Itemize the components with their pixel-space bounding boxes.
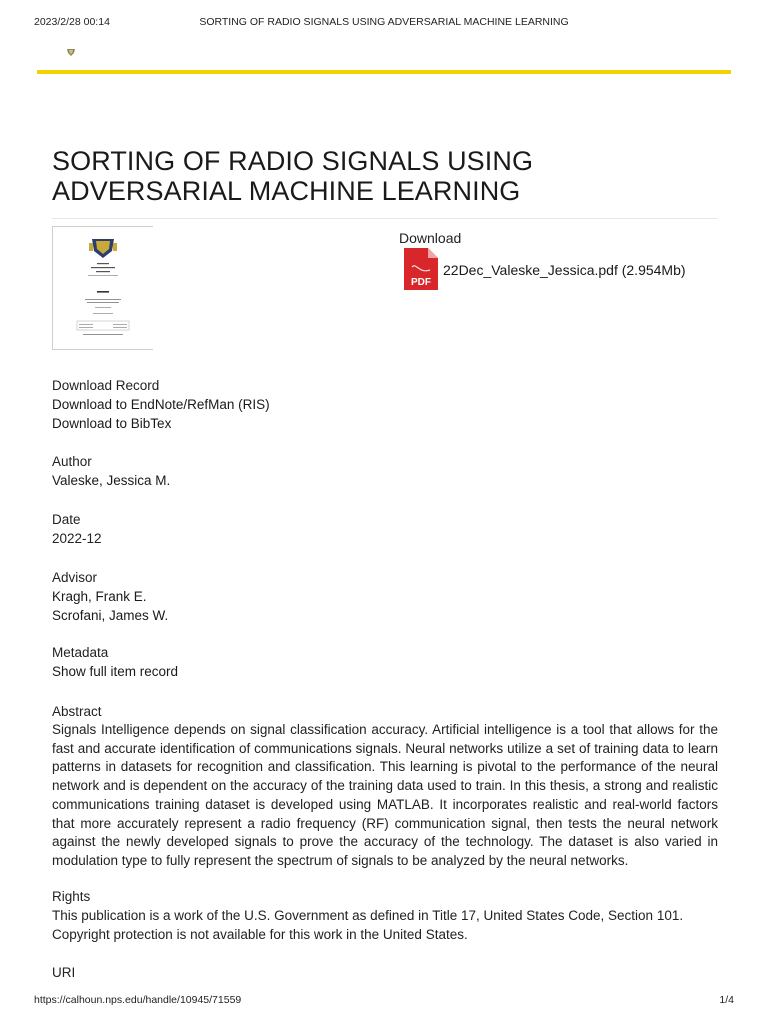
download-record-label: Download Record (52, 378, 160, 393)
abstract-label: Abstract (52, 704, 102, 719)
print-page-number: 1/4 (719, 994, 734, 1006)
show-full-record-link[interactable]: Show full item record (52, 664, 179, 679)
print-header (0, 16, 768, 30)
advisor-link-2[interactable]: Scrofani, James W. (52, 608, 169, 623)
metadata-label: Metadata (52, 645, 109, 660)
rights-label: Rights (52, 889, 91, 904)
item-title (52, 146, 692, 206)
download-bibtex-link[interactable]: Download to BibTex (52, 416, 172, 431)
print-datetime: 2023/2/28 00:14 (34, 16, 110, 28)
uri-section (52, 963, 718, 982)
svg-text:PDF: PDF (411, 277, 431, 288)
print-page-url: https://calhoun.nps.edu/handle/10945/71559 (34, 994, 242, 1006)
uri-label: URI (52, 965, 76, 980)
title-divider (52, 218, 717, 219)
date-section (52, 510, 718, 548)
metadata-section (52, 643, 718, 681)
nps-logo-icon[interactable] (66, 47, 76, 57)
author-label: Author (52, 454, 92, 469)
print-page-title: SORTING OF RADIO SIGNALS USING ADVERSARIAL MACHINE LEARNING (199, 16, 569, 28)
advisor-label: Advisor (52, 570, 98, 585)
abstract-text: Signals Intelligence depends on signal classification accuracy. Artificial intelligence is a tool that allows for the fast and accurate identification of communications signals. Neural networks utilize a set of training data to learn patterns in datasets for recognition and classification. This learning is pivotal to the performance of the neural network and is dependent on the accuracy of the training data used to train. In this thesis, a strong and realistic communications training dataset is developed using MATLAB. It incorporates realistic and real-world factors that more accurately represent a radio frequency (RF) communication signal, then tests the neural network against the newly developed signals to prove the accuracy of the technology. The dataset is also varied in modulation type to fully represent the spectrum of signals to be analyzed by the neural networks. (52, 722, 718, 868)
thesis-cover-image (53, 227, 153, 349)
pdf-download-link[interactable]: 22Dec_Valeske_Jessica.pdf (2.954Mb) (443, 262, 686, 278)
header-accent-rule (37, 70, 731, 74)
author-section (52, 452, 718, 490)
advisor-section (52, 568, 718, 625)
advisor-link-1[interactable]: Kragh, Frank E. (52, 589, 147, 604)
item-title-line-2: ADVERSARIAL MACHINE LEARNING (52, 176, 521, 206)
download-ris-link[interactable]: Download to EndNote/RefMan (RIS) (52, 397, 270, 412)
date-value: 2022-12 (52, 531, 102, 546)
rights-text: This publication is a work of the U.S. Government as defined in Title 17, United States Code, Section 101. Copyright protection is not available for this work in the United States. (52, 908, 684, 942)
abstract-section (52, 702, 718, 871)
download-record-section (52, 376, 718, 433)
item-title-line-1: SORTING OF RADIO SIGNALS USING (52, 146, 534, 176)
download-heading: Download (399, 230, 462, 246)
thesis-cover-thumbnail[interactable] (52, 226, 153, 350)
rights-section (52, 887, 718, 944)
author-link[interactable]: Valeske, Jessica M. (52, 473, 171, 488)
pdf-file-icon[interactable] (404, 248, 438, 290)
date-label: Date (52, 512, 81, 527)
